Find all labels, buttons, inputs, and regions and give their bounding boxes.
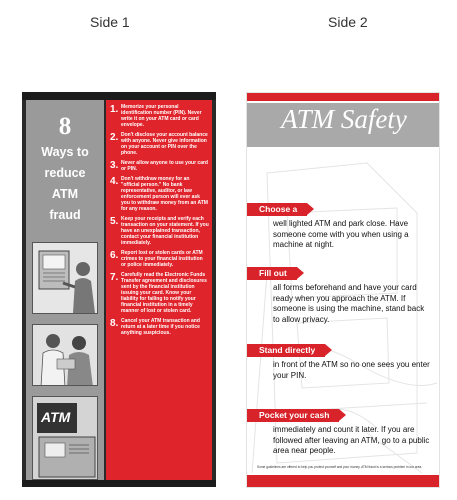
tip-item [110,132,209,156]
section-heading: Fill out [247,267,297,280]
side-2-title: ATM Safety [281,104,407,134]
section-heading: Pocket your cash [247,409,339,422]
section-text: immediately and count it later. If you are followed after leaving an ATM, go to a public area near people. [273,425,430,455]
section-heading: Stand directly [247,344,325,357]
tip-text: Cancel your ATM transaction and return at a later time if you notice anything suspicious. [121,318,200,336]
tip-section [247,405,440,457]
title-number: 8 [58,113,72,140]
tip-number: 6. [110,250,119,261]
tip-item [110,104,209,128]
side-1-title [26,104,104,234]
tip-section [247,199,440,251]
section-heading: Choose a [247,203,307,216]
top-bar [22,92,216,100]
tip-section [247,340,440,381]
tip-text: Don't withdraw money for an "official person." No bank representative, auditor, or law enforcement person will ever ask you to withdraw money from an ATM for any reason. [121,176,208,212]
left-column [26,100,104,480]
tip-number: 7. [110,272,119,283]
tip-text: Carefully read the Electronic Funds Transfer agreement and disclosures sent by the financial institution issuing your card. Know your liability for failing to notify your financial institution in a timely manner of lost or stolen card. [121,272,207,314]
brochure-side-1 [22,92,216,487]
side-1-label: Side 1 [90,14,130,30]
title-word-4: fraud [49,208,81,222]
atm-sign-text: ATM [41,409,71,425]
bottom-bar [22,480,216,487]
tip-item [110,216,209,246]
tip-number: 3. [110,160,119,171]
photo-atm-sign [32,396,98,480]
tip-number: 4. [110,176,119,187]
title-word-2: reduce [44,166,86,180]
tip-text: Don't disclose your account balance with anyone. Never give information on your account or PIN over the phone. [121,132,208,156]
section-text: in front of the ATM so no one sees you enter your PIN. [273,360,430,380]
tip-text: Memorize your personal identification number (PIN). Never write it on your ATM card or card envelope. [121,104,202,128]
tip-item [110,176,209,212]
tip-item [110,272,209,314]
brochure-side-2 [246,92,440,488]
bottom-red-bar [247,475,440,488]
photo-two-people [32,324,98,386]
top-red-bar [247,93,440,101]
tip-number: 2. [110,132,119,143]
tips-column [106,100,212,480]
title-word-3: ATM [51,187,79,201]
section-text: well lighted ATM and park close. Have someone come with you when using a machine at night. [273,219,409,249]
tip-text: Keep your receipts and verify each transaction on your statement. If you have an unexplained transaction, contact your financial institution immediately. [121,216,209,246]
tip-item [110,160,209,172]
photo-atm-user [32,242,98,314]
tip-number: 8. [110,318,119,329]
tip-text: Report lost or stolen cards or ATM crimes to your financial institution or police immediately. [121,250,203,268]
footnote: Some guidelines are offered to help you protect yourself and your money. ATM fraud is a serious problem in our area. [257,465,423,469]
side-2-label: Side 2 [328,14,368,30]
tip-item [110,250,209,268]
section-text: all forms beforehand and have your card ready when you approach the ATM. If someone is using the machine, stand back to allow privacy. [273,283,425,324]
tip-item [110,318,209,336]
tip-text: Never allow anyone to use your card or PIN. [121,160,208,172]
title-word-1: Ways to [41,145,89,159]
tip-section [247,263,440,325]
tip-number: 5. [110,216,119,227]
tip-number: 1. [110,104,119,115]
